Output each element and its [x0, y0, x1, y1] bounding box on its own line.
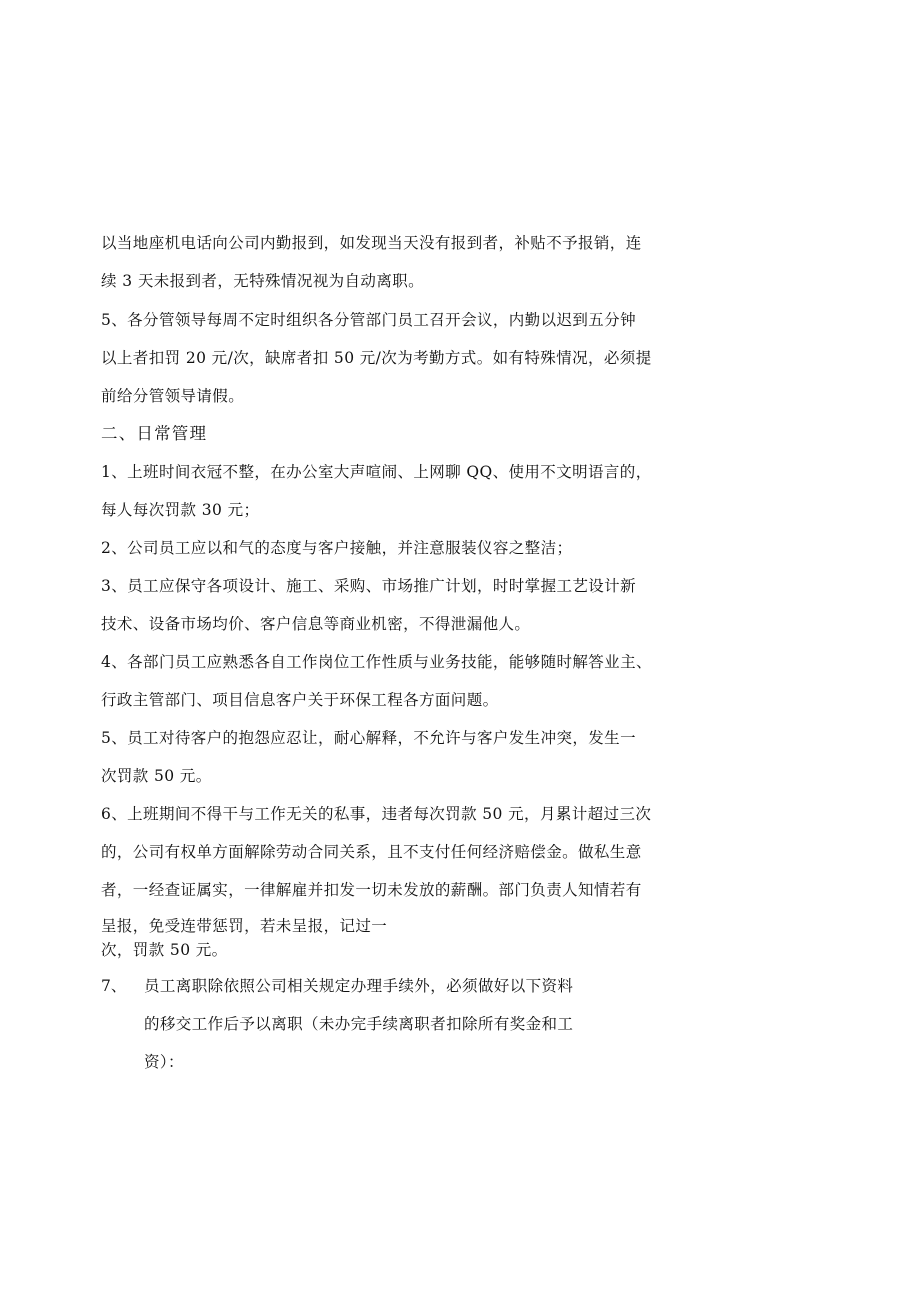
text-line: 1、上班时间衣冠不整，在办公室大声喧闹、上网聊 QQ、使用不文明语言的，	[101, 463, 652, 481]
text-line: 以当地座机电话向公司内勤报到，如发现当天没有报到者，补贴不予报销，连	[101, 234, 642, 252]
text-line: 次罚款 50 元。	[101, 767, 212, 785]
text-line: 次，罚款 50 元。	[101, 941, 228, 959]
text-line: 前给分管领导请假。	[101, 387, 245, 405]
text-line: 5、各分管领导每周不定时组织各分管部门员工召开会议，内勤以迟到五分钟	[101, 311, 636, 329]
text-line: 3、员工应保守各项设计、施工、采购、市场推广计划，时时掌握工艺设计新	[101, 577, 636, 595]
text-line: 者，一经查证属实，一律解雇并扣发一切未发放的薪酬。部门负责人知情若有	[101, 881, 642, 899]
text-line: 6、上班期间不得干与工作无关的私事，违者每次罚款 50 元，月累计超过三次	[101, 805, 652, 823]
section-heading: 二、日常管理	[101, 424, 208, 443]
text-line: 以上者扣罚 20 元/次，缺席者扣 50 元/次为考勤方式。如有特殊情况，必须提	[101, 349, 652, 367]
text-line: 的，公司有权单方面解除劳动合同关系，且不支付任何经济赔偿金。做私生意	[101, 843, 642, 861]
text-line: 续 3 天未报到者，无特殊情况视为自动离职。	[101, 272, 425, 290]
text-line: 每人每次罚款 30 元；	[101, 501, 260, 519]
text-line: 4、各部门员工应熟悉各自工作岗位工作性质与业务技能，能够随时解答业主、	[101, 653, 652, 671]
item-7-line: 的移交工作后予以离职（未办完手续离职者扣除所有奖金和工	[144, 1015, 574, 1033]
text-line: 行政主管部门、项目信息客户关于环保工程各方面问题。	[101, 691, 499, 709]
text-line: 2、公司员工应以和气的态度与客户接触，并注意服装仪容之整洁；	[101, 539, 573, 557]
item-7-number: 7、	[101, 977, 127, 995]
text-line: 呈报，免受连带惩罚，若未呈报，记过一	[101, 917, 388, 935]
item-7-line: 员工离职除依照公司相关规定办理手续外，必须做好以下资料	[144, 977, 574, 995]
text-line: 技术、设备市场均价、客户信息等商业机密，不得泄漏他人。	[101, 615, 531, 633]
text-line: 5、员工对待客户的抱怨应忍让，耐心解释，不允许与客户发生冲突，发生一	[101, 729, 636, 747]
item-7-line: 资）：	[144, 1053, 184, 1071]
